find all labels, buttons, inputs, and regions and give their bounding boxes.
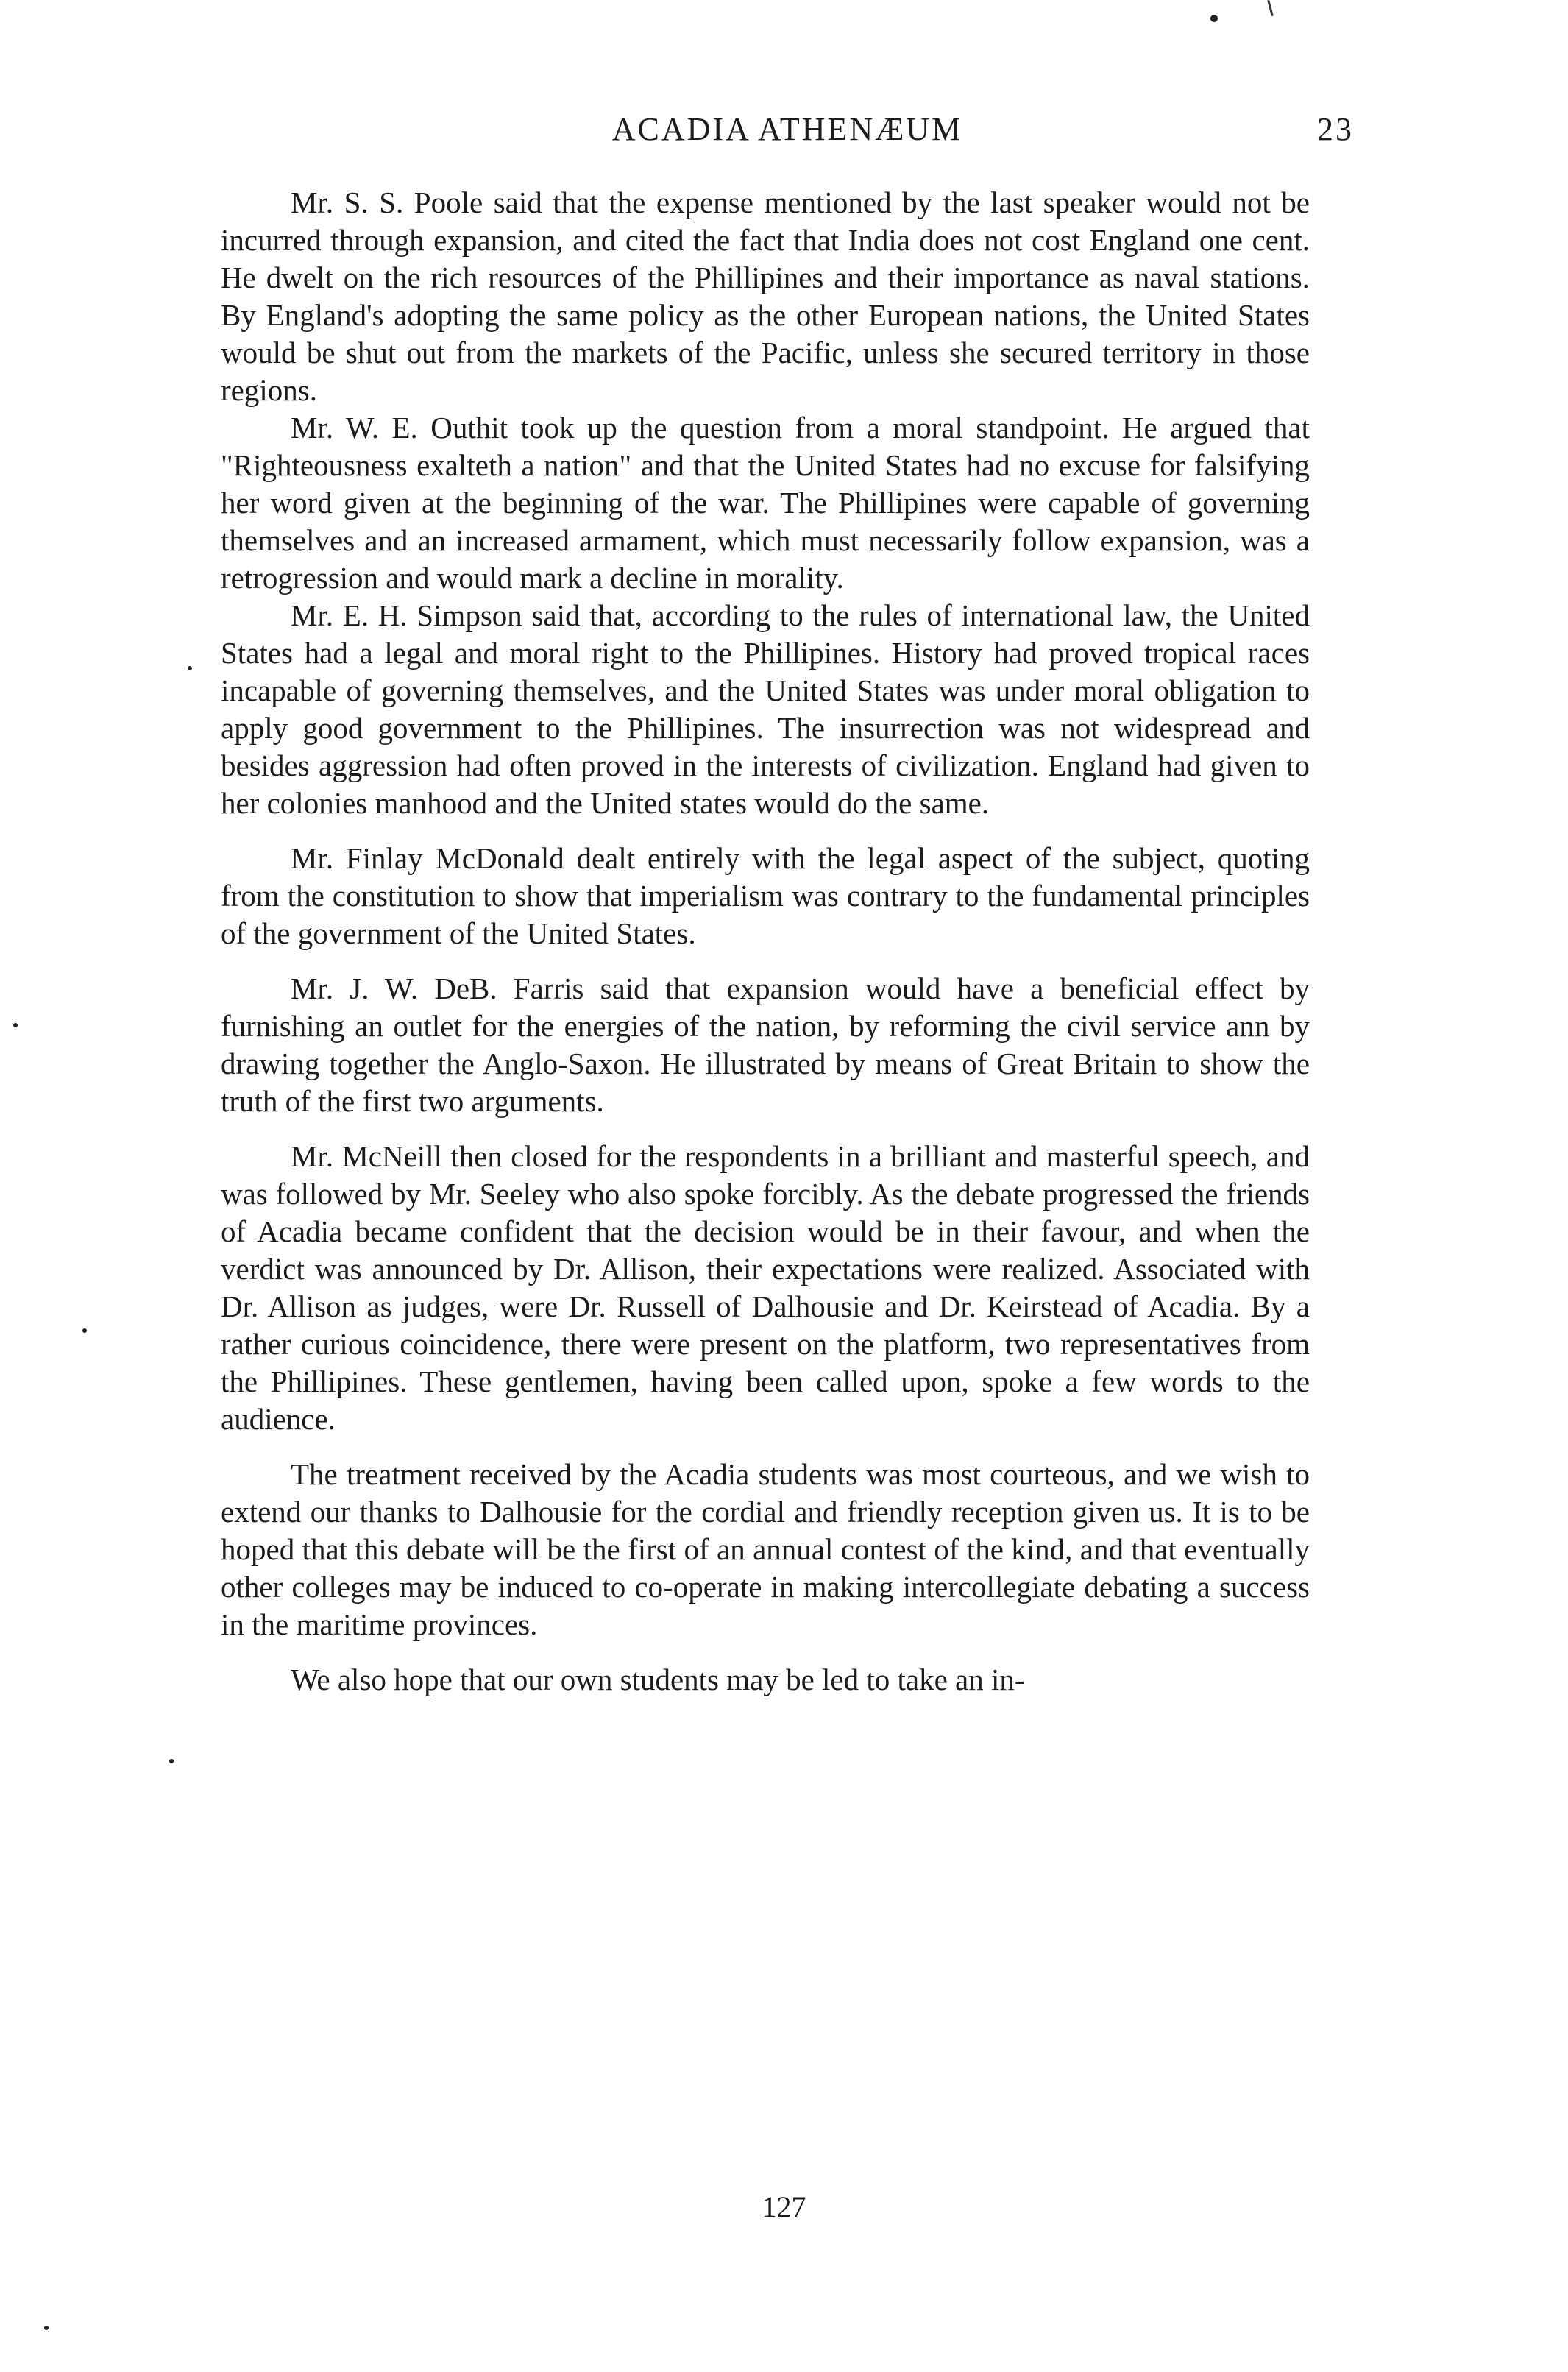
paragraph-poole: Mr. S. S. Poole said that the expense mentioned by the last speaker would not be incurred through expansion, and cited the fact that India does not cost England one cent. He dwelt on the rich resources of the Phillipines and their importance as naval stations. By England's adopting the same policy as the other European nations, the United States would be shut out from the markets of the Pacific, unless she secured territory in those regions. bbox=[221, 185, 1310, 407]
scan-speck bbox=[44, 2326, 49, 2330]
scan-speck bbox=[1210, 15, 1218, 22]
scan-speck bbox=[13, 1023, 18, 1027]
article-body bbox=[221, 184, 1310, 1699]
paragraph-treatment: The treatment received by the Acadia students was most courteous, and we wish to extend our thanks to Dalhousie for the cordial and friendly reception given us. It is to be hoped that this debate will be the first of an annual contest of the kind, and that eventually other colleges may be induced to co-operate in making intercollegiate debating a success in the maritime provinces. bbox=[221, 1457, 1310, 1641]
running-title: ACADIA ATHENÆUM bbox=[611, 111, 963, 147]
paragraph-simpson: Mr. E. H. Simpson said that, according to the rules of international law, the United States had a legal and moral right to the Phillipines. History had proved tropical races incapable of governing themselves, and the United States was under moral obligation to apply good government to the Phillipines. The insurrection was not widespread and besides aggression had often proved in the interests of civilization. England had given to her colonies manhood and the United states would do the same. bbox=[221, 598, 1310, 820]
scan-speck bbox=[82, 1328, 87, 1333]
paragraph-farris: Mr. J. W. DeB. Farris said that expansion would have a beneficial effect by furnishing an outlet for the energies of the nation, by reforming the civil service ann by drawing together the Anglo-Saxon. He illustrated by means of Great Britain to show the truth of the first two arguments. bbox=[221, 971, 1310, 1118]
scan-mark bbox=[1267, 0, 1274, 16]
paragraph-outhit: Mr. W. E. Outhit took up the question from a moral standpoint. He argued that "Righteousness exalteth a nation" and that the United States had no excuse for falsifying her word given at the beginning of the war. The Phillipines were capable of governing themselves and an increased armament, which must necessarily follow expansion, was a retrogression and would mark a decline in morality. bbox=[221, 411, 1310, 595]
page-header bbox=[221, 110, 1354, 162]
paragraph-closing: We also hope that our own students may be led to take an in- bbox=[291, 1663, 1025, 1696]
scan-speck bbox=[169, 1759, 174, 1763]
scan-speck bbox=[188, 666, 192, 670]
paragraph-mcdonald: Mr. Finlay McDonald dealt entirely with the legal aspect of the subject, quoting from the constitution to show that imperialism was contrary to the fundamental principles of the government of the United States. bbox=[221, 841, 1310, 950]
paragraph-mcneill: Mr. McNeill then closed for the respondents in a brilliant and masterful speech, and was followed by Mr. Seeley who also spoke forcibly. As the debate progressed the friends of Acadia became confident that the decision would be in their favour, and when the verdict was announced by Dr. Allison, their expectations were realized. Associated with Dr. Allison as judges, were Dr. Russell of Dalhousie and Dr. Keirstead of Acadia. By a rather curious coincidence, there were present on the platform, two representatives from the Phillipines. These gentlemen, having been called upon, spoke a few words to the audience. bbox=[221, 1139, 1310, 1436]
page-number: 23 bbox=[1317, 111, 1354, 147]
folio-number: 127 bbox=[762, 2190, 806, 2223]
